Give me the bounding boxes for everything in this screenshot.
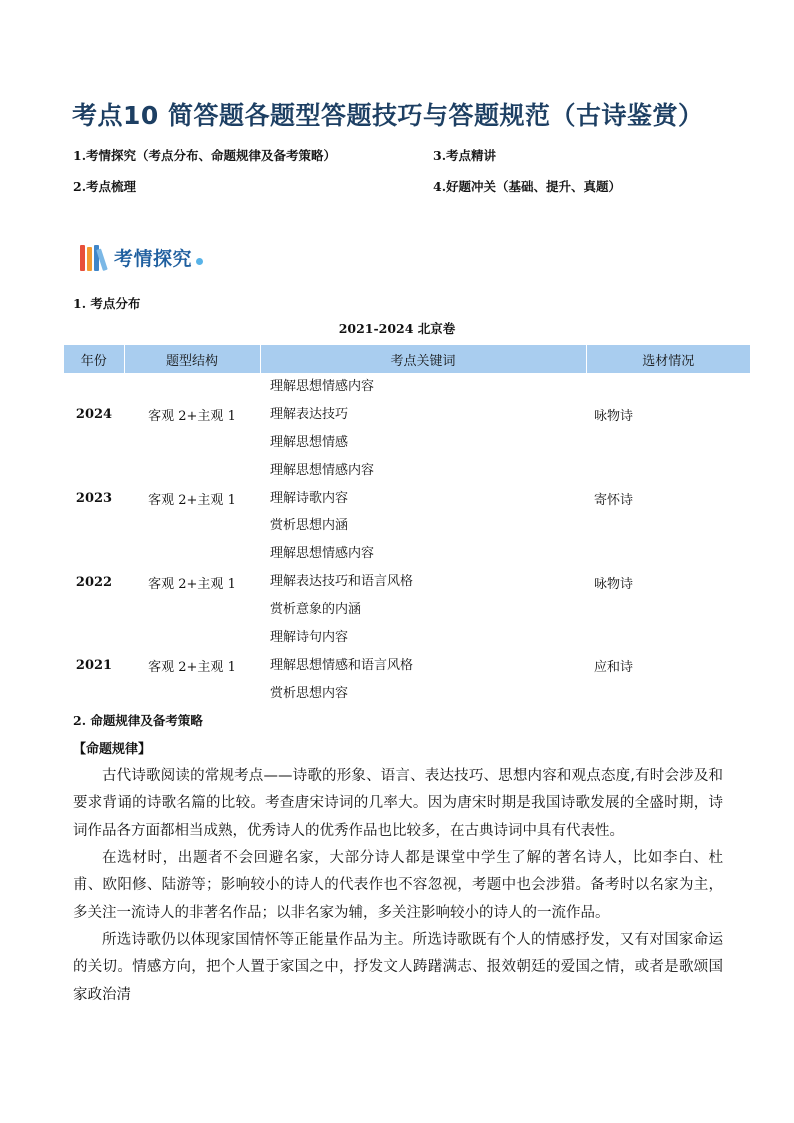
keyword-line: 理解诗歌内容: [270, 490, 349, 506]
cell-year: 2024: [75, 407, 113, 423]
keyword-line: 赏析思想内涵: [270, 518, 349, 534]
cell-structure: 客观 2+主观 1: [148, 493, 236, 508]
cell-keywords: [260, 373, 586, 457]
toc-item-4: 4.好题冲关（基础、提升、真题）: [433, 179, 622, 194]
keyword-line: 理解思想情感内容: [270, 546, 375, 562]
toc-item-3: 3.考点精讲: [433, 148, 497, 163]
keyword-line: 理解思想情感内容: [270, 379, 375, 394]
cell-year: 2022: [75, 574, 113, 590]
keyword-line: 理解表达技巧: [270, 406, 349, 422]
table-caption: 2021-2024 北京卷: [338, 321, 456, 336]
table-header-row: [64, 345, 750, 373]
table-row: [64, 373, 750, 457]
page-title: 考点10 简答题各题型答题技巧与答题规范（古诗鉴赏）: [72, 101, 704, 130]
section-banner: [80, 240, 203, 274]
table-row: [64, 457, 750, 541]
toc-item-1: 1.考情探究（考点分布、命题规律及备考策略）: [73, 148, 337, 163]
banner-title: 考情探究: [114, 247, 193, 270]
cell-material: 应和诗: [594, 660, 634, 676]
keyword-line: 理解思想情感和语言风格: [270, 657, 414, 673]
cell-material: 咏物诗: [594, 409, 634, 425]
subheading-rules: 【命题规律】: [73, 742, 152, 757]
cell-keywords: [260, 540, 586, 624]
toc-item-2: 2.考点梳理: [73, 179, 137, 194]
keyword-line: 赏析意象的内涵: [270, 602, 362, 618]
cell-structure: 客观 2+主观 1: [148, 409, 236, 425]
keyword-line: 理解思想情感内容: [270, 462, 375, 478]
table-row: [64, 624, 750, 708]
cell-material: 咏物诗: [594, 576, 634, 592]
cell-year: 2023: [75, 491, 113, 506]
exam-distribution-table: [64, 345, 750, 708]
banner-dot-icon: [196, 258, 203, 265]
cell-material: 寄怀诗: [594, 493, 634, 508]
cell-year: 2021: [75, 658, 113, 674]
section-heading-distribution: 1. 考点分布: [73, 296, 141, 311]
cell-keywords: [260, 624, 586, 708]
section-heading-rules: 2. 命题规律及备考策略: [73, 713, 203, 728]
cell-structure: 客观 2+主观 1: [148, 660, 236, 676]
keyword-line: 理解诗句内容: [270, 630, 349, 646]
paragraph: 古代诗歌阅读的常规考点——诗歌的形象、语言、表达技巧、思想内容和观点态度,有时会涉及和要求背诵的诗歌名篇的比较。考查唐宋诗词的几率大。因为唐宋时期是我国诗歌发展的全盛时期，诗词作品各方面都相当成熟，优秀诗人的优秀作品也比较多，在古典诗词中具有代表性。: [73, 768, 723, 839]
cell-keywords: [260, 457, 586, 541]
cell-structure: 客观 2+主观 1: [148, 576, 236, 592]
table-header-year: 年份: [64, 345, 124, 373]
paragraph: 所选诗歌仍以体现家国情怀等正能量作品为主。所选诗歌既有个人的情感抒发，又有对国家命运的关切。情感方向，把个人置于家国之中，抒发文人踌躇满志、报效朝廷的爱国之情，或者是歌颂国家政治清: [73, 932, 723, 1003]
table-header-structure: 题型结构: [124, 345, 260, 373]
keyword-line: 理解思想情感: [270, 434, 349, 450]
books-icon: [80, 243, 110, 271]
table-header-material: 选材情况: [586, 345, 750, 373]
table-header-keywords: 考点关键词: [260, 345, 586, 373]
table-row: [64, 540, 750, 624]
keyword-line: 理解表达技巧和语言风格: [270, 574, 414, 590]
paragraph: 在选材时，出题者不会回避名家，大部分诗人都是课堂中学生了解的著名诗人，比如李白、杜甫、欧阳修、陆游等；影响较小的诗人的代表作也不容忽视，考题中也会涉猎。备考时以名家为主，多关注一流诗人的非著名作品；以非名家为辅，多关注影响较小的诗人的一流作品。: [73, 850, 723, 921]
keyword-line: 赏析思想内容: [270, 685, 349, 701]
